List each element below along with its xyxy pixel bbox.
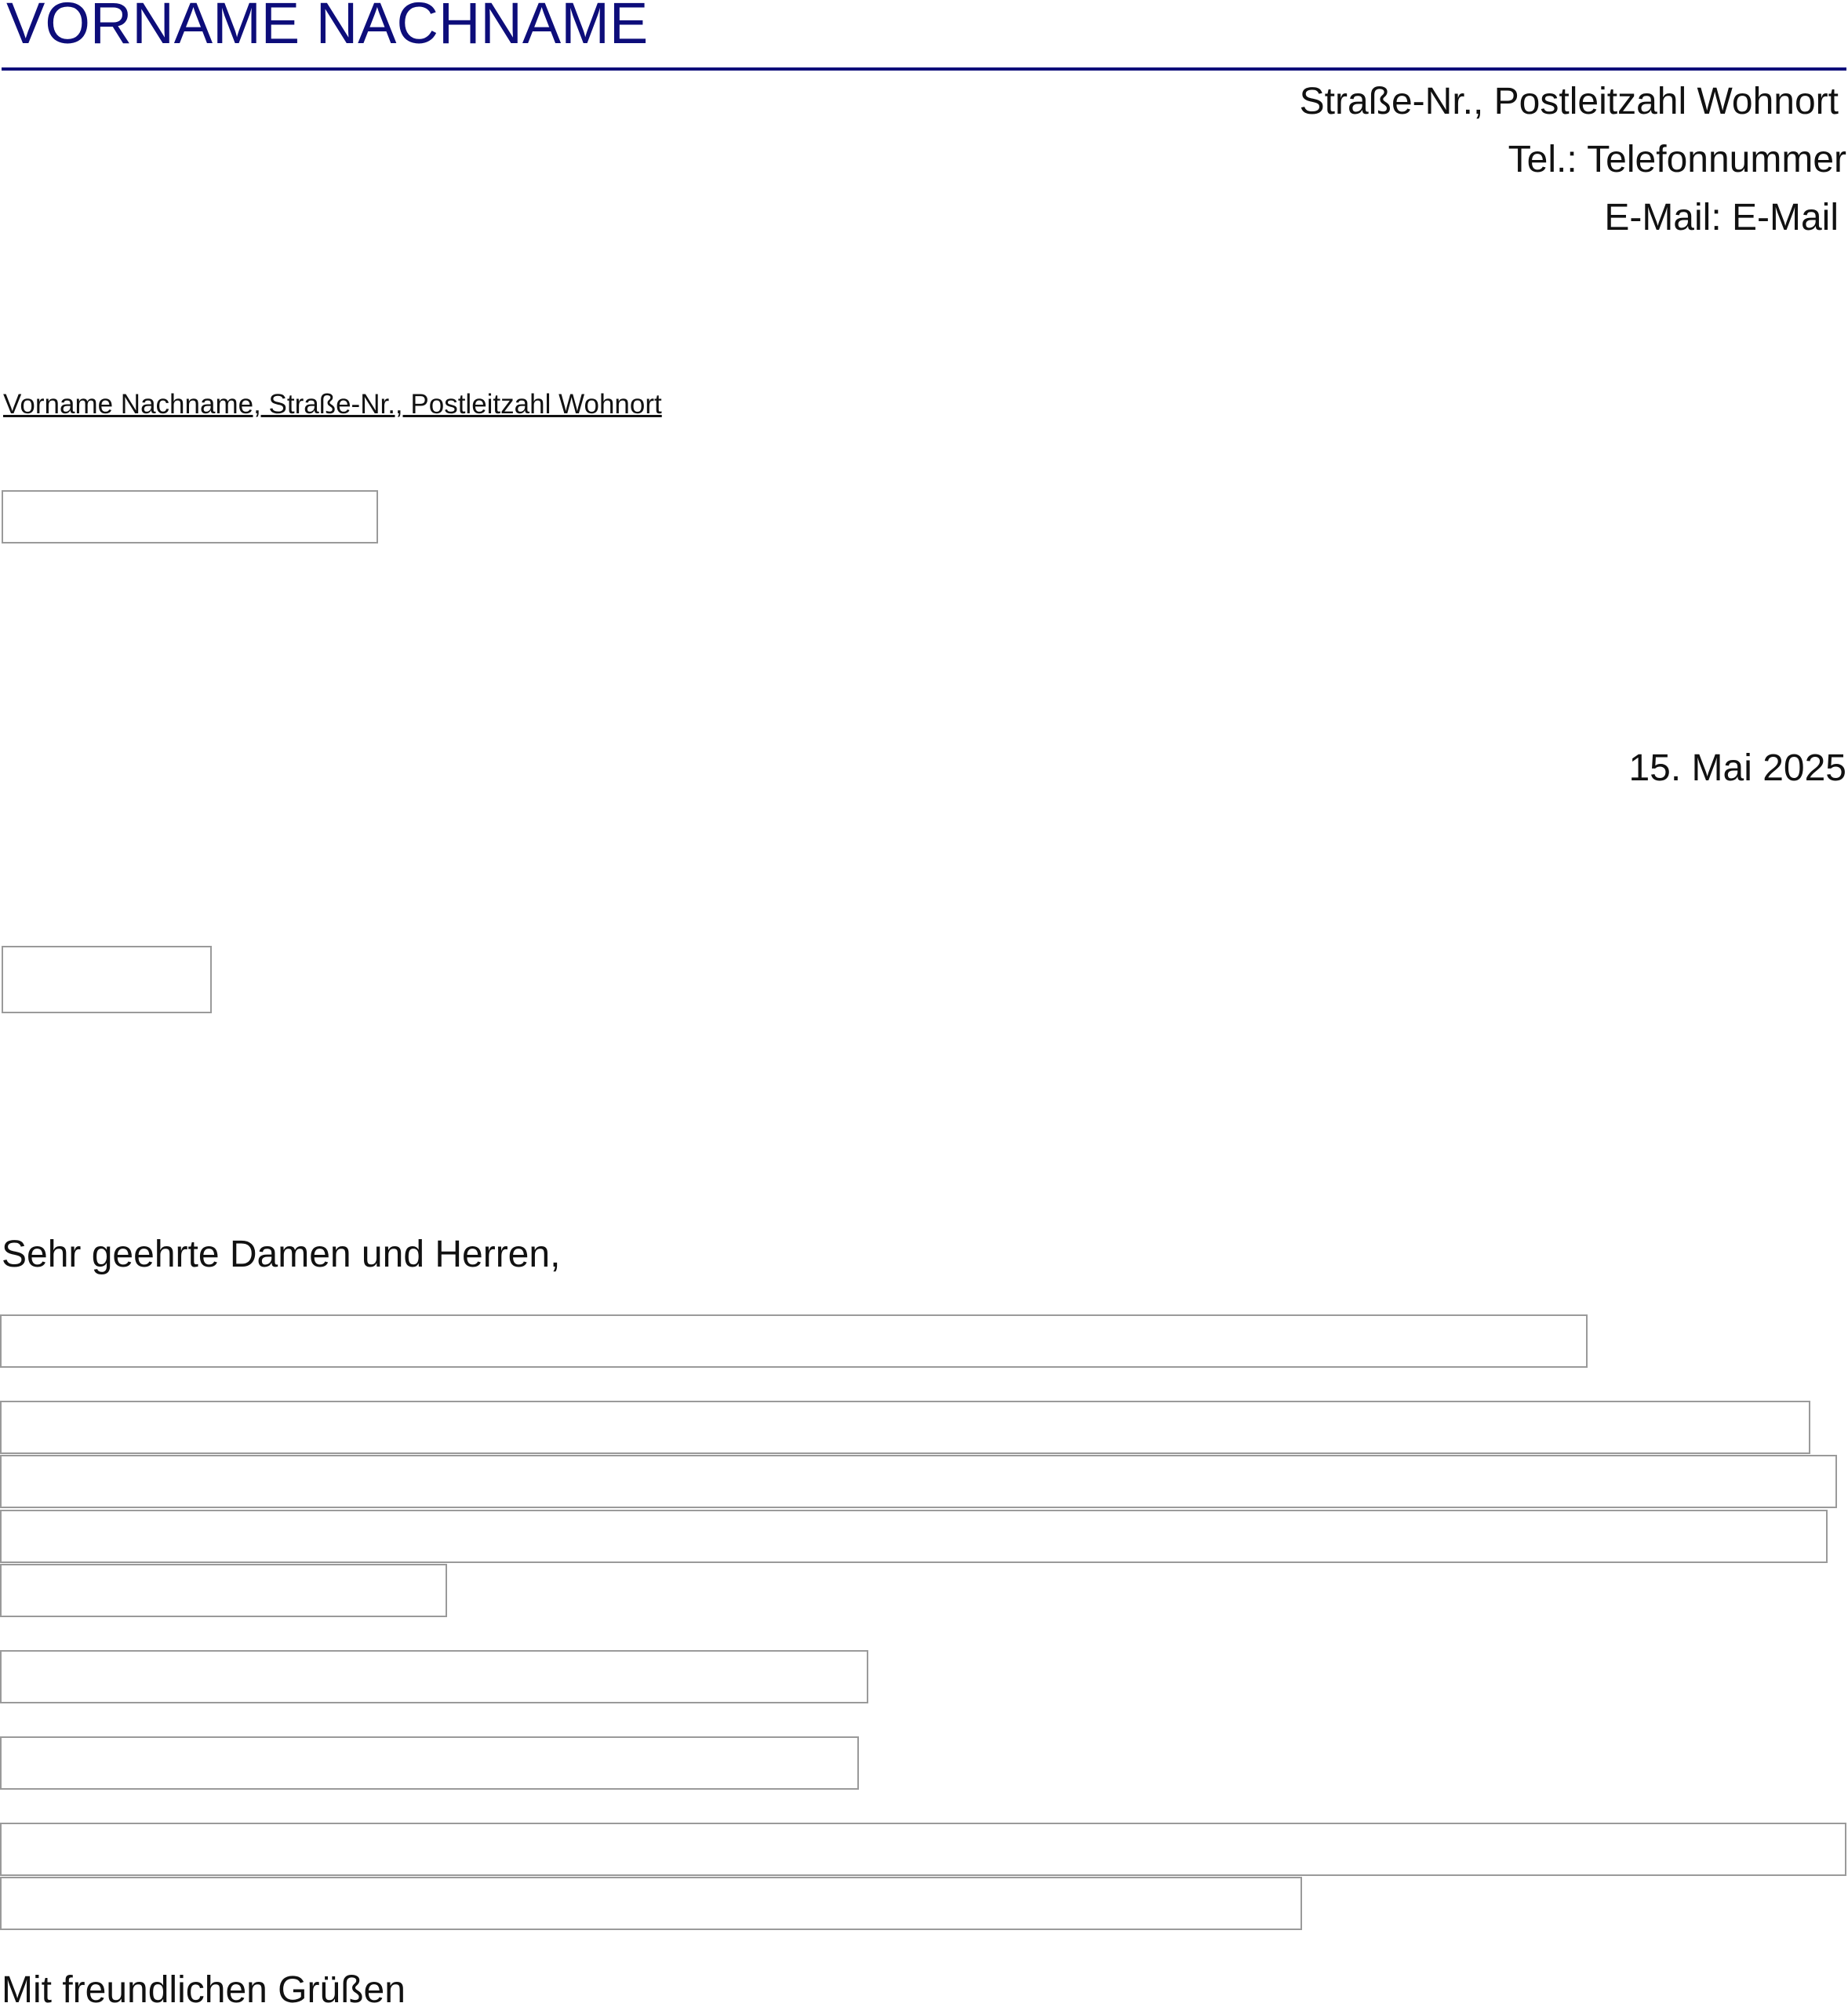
salutation-text: Sehr geehrte Damen und Herren,	[2, 1234, 561, 1275]
contact-address: Straße-Nr., Postleitzahl Wohnort	[1299, 81, 1839, 122]
applicant-name-heading: VORNAME NACHNAME	[6, 0, 649, 56]
body-text-field-4[interactable]	[0, 1564, 447, 1617]
body-text-field-7[interactable]	[0, 1823, 1846, 1876]
contact-email: E-Mail: E-Mail	[1604, 197, 1839, 238]
body-text-field-2[interactable]	[0, 1455, 1837, 1508]
closing-text: Mit freundlichen Grüßen	[2, 1969, 406, 2011]
letter-date: 15. Mai 2025	[1628, 747, 1846, 789]
recipient-address-field[interactable]	[2, 490, 378, 543]
contact-phone: Tel.: Telefonnummer	[1508, 139, 1846, 180]
header-divider	[2, 67, 1846, 71]
body-text-field-3[interactable]	[0, 1510, 1828, 1563]
body-text-field-5[interactable]	[0, 1650, 868, 1703]
body-text-field-1[interactable]	[0, 1401, 1810, 1454]
sender-return-address: Vorname Nachname, Straße-Nr., Postleitzahl Wohnort	[3, 389, 662, 420]
body-text-field-6[interactable]	[0, 1736, 859, 1790]
intro-text-field[interactable]	[0, 1314, 1588, 1368]
subject-field[interactable]	[2, 946, 212, 1013]
body-text-field-8[interactable]	[0, 1877, 1302, 1930]
